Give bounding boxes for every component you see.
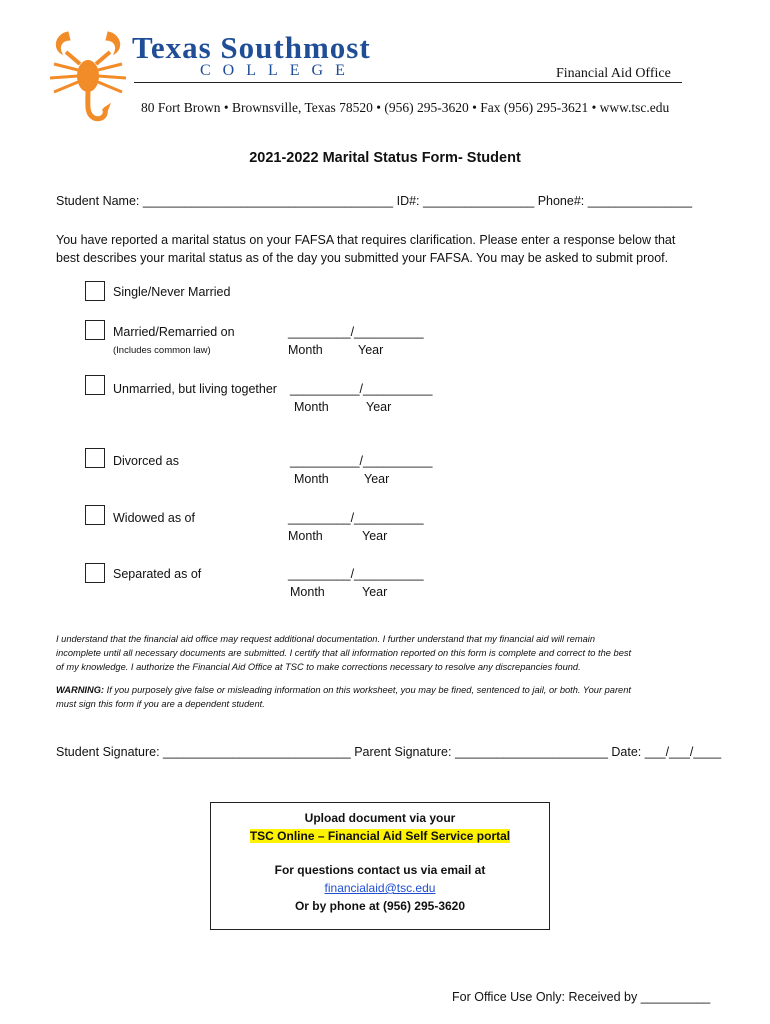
option-label: Divorced as [113, 454, 179, 468]
married-date-field[interactable]: _________/__________ [288, 325, 424, 339]
month-label: Month [288, 529, 323, 543]
intro-line-2: best describes your marital status as of the day you submitted your FAFSA. You may be asked to submit proof. [56, 251, 669, 265]
certification-line-3: of my knowledge. I authorize the Financial Aid Office at TSC to make corrections necessary to resolve any discrepancies found. [56, 662, 581, 672]
year-label: Year [364, 472, 390, 486]
option-label: Married/Remarried on [113, 325, 235, 339]
option-label: Widowed as of [113, 511, 195, 525]
upload-info-box [210, 802, 550, 930]
contact-line: For questions contact us via email at [274, 863, 486, 877]
upload-line-1: Upload document via your [304, 811, 456, 825]
college-name: Texas Southmost [132, 30, 371, 65]
warning-label: WARNING: [56, 685, 105, 695]
certification-line-1: I understand that the financial aid office may request additional documentation. I further understand that my financial aid will remain [56, 634, 596, 644]
warning-line-2: must sign this form if you are a dependent student. [56, 699, 265, 709]
option-label: Single/Never Married [113, 285, 231, 299]
college-subtitle: COLLEGE [200, 62, 357, 79]
email-link[interactable]: financialaid@tsc.edu [324, 881, 436, 895]
month-label: Month [288, 343, 323, 357]
month-label: Month [290, 585, 325, 599]
phone-line: Or by phone at (956) 295-3620 [294, 899, 466, 913]
month-label: Month [294, 400, 329, 414]
single-checkbox[interactable] [85, 281, 105, 301]
header-divider [134, 82, 682, 83]
month-label: Month [294, 472, 329, 486]
college-address: 80 Fort Brown • Brownsville, Texas 78520 • (956) 295-3620 • Fax (956) 295-3621 • www.tsc.edu [141, 100, 670, 115]
certification-text [56, 632, 721, 674]
year-label: Year [362, 529, 388, 543]
intro-line-1: You have reported a marital status on your FAFSA that requires clarification. Please enter a response below that [56, 233, 676, 247]
widowed-date-field[interactable]: _________/__________ [288, 511, 424, 525]
widowed-checkbox[interactable] [85, 505, 105, 525]
separated-date-field[interactable]: _________/__________ [288, 567, 424, 581]
certification-line-2: incomplete until all necessary documents are submitted. I certify that all information reported on this form is complete and correct to the best [56, 648, 632, 658]
option-label: Unmarried, but living together [113, 382, 277, 396]
warning-text [56, 683, 721, 711]
unmarried-date-field[interactable]: __________/__________ [290, 382, 433, 396]
divorced-date-field[interactable]: __________/__________ [290, 454, 433, 468]
unmarried-checkbox[interactable] [85, 375, 105, 395]
scorpion-logo-icon [46, 24, 130, 124]
option-label: Separated as of [113, 567, 202, 581]
year-label: Year [358, 343, 384, 357]
office-name: Financial Aid Office [556, 66, 671, 81]
year-label: Year [366, 400, 392, 414]
married-checkbox[interactable] [85, 320, 105, 340]
signature-line[interactable]: Student Signature: ___________________________ Parent Signature: ______________________ Date: ___/___/____ [56, 745, 722, 759]
divorced-checkbox[interactable] [85, 448, 105, 468]
warning-line-1: If you purposely give false or misleading information on this worksheet, you may be fined, sentenced to jail, or both. Your parent [104, 685, 631, 695]
portal-name: TSC Online – Financial Aid Self Service portal [249, 829, 511, 843]
student-info-line[interactable]: Student Name: ____________________________________ ID#: ________________ Phone#: _______________ [56, 194, 693, 208]
office-use-line: For Office Use Only: Received by __________ [452, 990, 711, 1004]
option-note: (Includes common law) [113, 345, 211, 356]
separated-checkbox[interactable] [85, 563, 105, 583]
form-title: 2021-2022 Marital Status Form- Student [249, 150, 521, 166]
year-label: Year [362, 585, 388, 599]
